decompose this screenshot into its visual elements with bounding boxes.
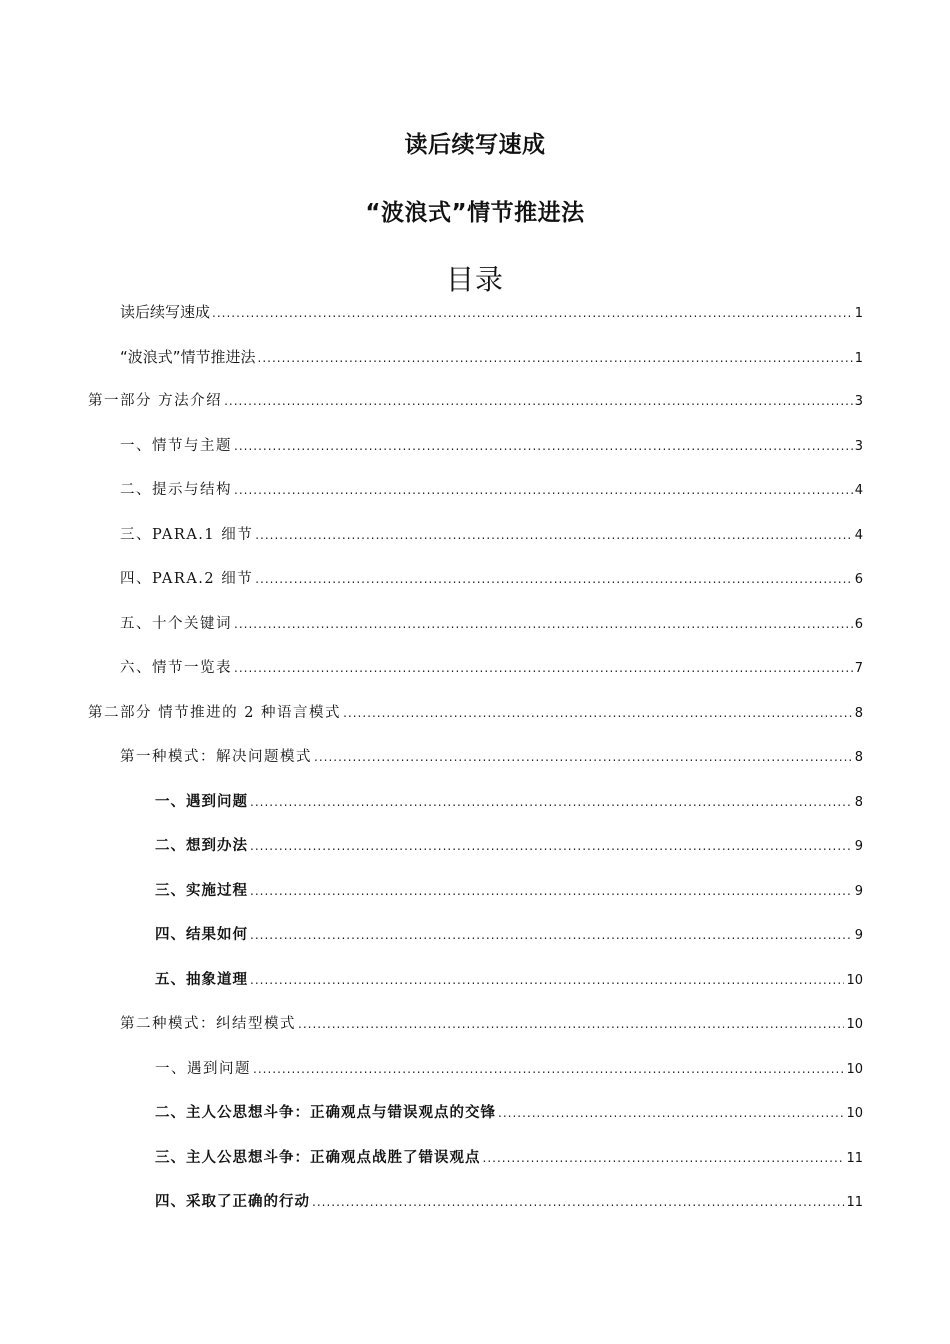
toc-dot-leader [224,389,853,413]
toc-page-number: 3 [854,438,863,454]
toc-dot-leader [258,346,853,370]
toc-entry[interactable] [0,790,950,814]
toc-entry[interactable] [0,1057,950,1081]
toc-entry-text: 一、情节与主题 [120,437,232,454]
toc-entry-text: 四、采取了正确的行动 [155,1194,310,1210]
toc-dot-leader [234,612,853,636]
toc-entry[interactable] [0,923,950,947]
toc-heading: 目录 [445,263,504,296]
toc-page-number: 6 [854,616,863,632]
toc-entry[interactable] [0,345,950,369]
toc-entry[interactable] [0,968,950,992]
toc-entry[interactable] [0,434,950,458]
toc-page-number: 9 [854,883,863,899]
toc-entry[interactable] [0,701,950,725]
toc-dot-leader [312,1190,844,1214]
toc-entry[interactable] [0,1012,950,1036]
toc-page-number: 9 [854,839,863,854]
toc-entry[interactable] [0,612,950,636]
toc-entry-text: 读后续写速成 [120,303,211,321]
toc-page-number: 4 [854,483,863,498]
toc-entry-text: 第一部分 方法介绍 [88,393,223,409]
toc-entry[interactable] [0,567,950,591]
toc-dot-leader [253,1057,844,1081]
toc-page-number: 1 [854,306,863,321]
toc-page-number: 4 [854,527,863,543]
document-title: 读后续写速成 [404,132,546,158]
toc-entry-text: 二、提示与结构 [120,482,232,498]
toc-dot-leader [298,1012,844,1036]
toc-entry-text: 五、十个关键词 [120,615,232,632]
toc-page-number: 6 [854,572,863,587]
toc-entry[interactable] [0,478,950,502]
toc-dot-leader [250,879,853,903]
toc-dot-leader [250,968,844,992]
toc-entry[interactable] [0,389,950,413]
toc-page-number: 11 [846,1195,863,1210]
toc-entry[interactable] [0,1190,950,1214]
toc-page-number: 11 [846,1150,863,1166]
toc-page-number: 10 [846,1106,863,1121]
toc-entry[interactable] [0,656,950,680]
toc-page-number: 8 [854,794,863,810]
toc-entry-text: 二、想到办法 [155,838,248,854]
toc-entry-text: 四、PARA.2 细节 [120,571,254,587]
toc-entry-text: 三、PARA.1 细节 [120,526,254,543]
toc-dot-leader [314,745,853,769]
toc-dot-leader [212,301,853,325]
toc-entry[interactable] [0,879,950,903]
toc-dot-leader [234,434,853,458]
toc-entry[interactable] [0,834,950,858]
toc-page-number: 9 [854,928,863,943]
toc-entry-text: 六、情节一览表 [120,660,232,676]
toc-entry[interactable] [0,300,950,324]
toc-page-number: 10 [846,1061,863,1077]
toc-entry[interactable] [0,523,950,547]
toc-page-number: 8 [854,705,863,721]
toc-dot-leader [498,1101,844,1125]
toc-dot-leader [234,656,853,680]
toc-entry-text: 一、遇到问题 [155,1060,251,1077]
toc-entry-text: 四、结果如何 [155,927,248,943]
toc-dot-leader [234,478,853,502]
toc-page-number: 10 [846,972,863,988]
toc-dot-leader [250,923,853,947]
toc-dot-leader [483,1146,845,1170]
toc-dot-leader [250,790,853,814]
toc-dot-leader [255,567,852,591]
toc-page-number: 7 [854,661,863,676]
toc-page-number: 10 [846,1017,863,1032]
toc-entry[interactable] [0,1101,950,1125]
toc-entry-text: 三、实施过程 [155,882,248,899]
toc-page-number: 1 [854,350,863,366]
toc-page-number: 3 [854,394,863,409]
toc-entry-text: 二、主人公思想斗争：正确观点与错误观点的交锋 [155,1105,496,1121]
toc-dot-leader [343,701,853,725]
toc-entry-text: 五、抽象道理 [155,971,248,988]
toc-entry[interactable] [0,1146,950,1170]
toc-entry-text: “波浪式”情节推进法 [120,347,256,366]
document-subtitle: “波浪式”情节推进法 [365,200,585,226]
toc-entry-text: 第二种模式：纠结型模式 [120,1016,296,1032]
toc-entry-text: 第一种模式：解决问题模式 [120,749,312,765]
toc-entry[interactable] [0,745,950,769]
toc-entry-text: 三、主人公思想斗争：正确观点战胜了错误观点 [155,1149,481,1166]
toc-entry-text: 一、遇到问题 [155,793,248,810]
toc-page-number: 8 [854,750,863,765]
toc-dot-leader [255,523,852,547]
toc-dot-leader [250,834,853,858]
toc-entry-text: 第二部分 情节推进的 2 种语言模式 [88,704,342,721]
